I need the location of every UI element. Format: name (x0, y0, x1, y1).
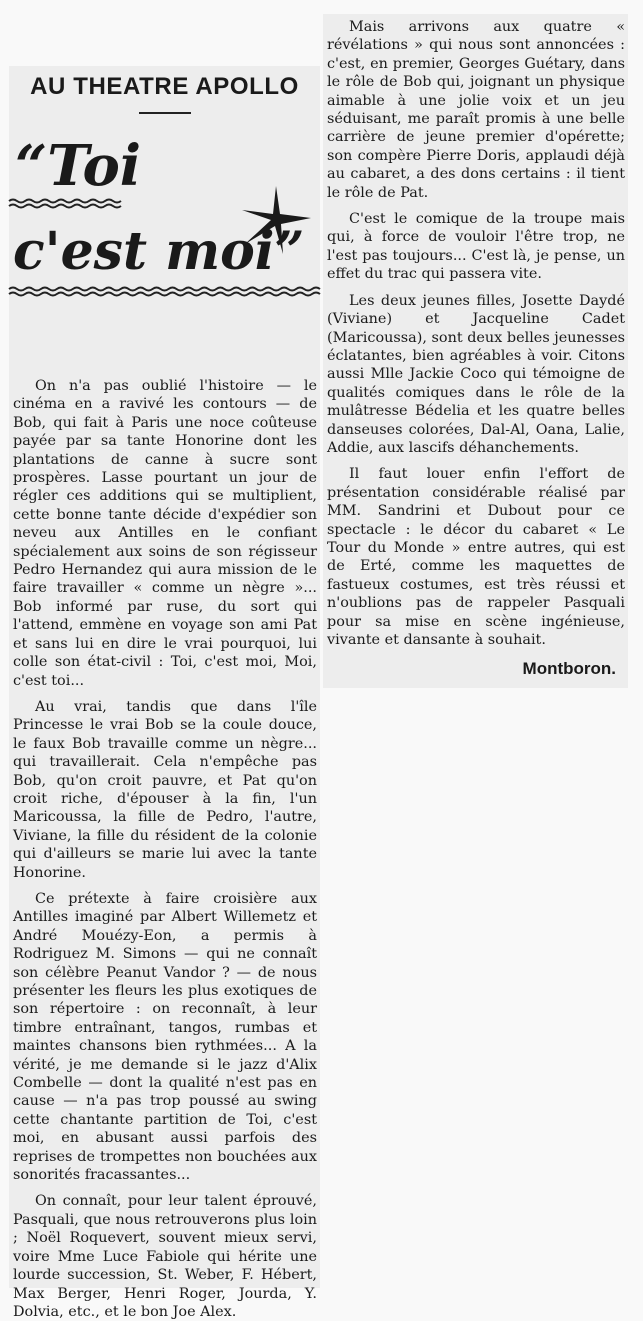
paragraph: On connaît, pour leur talent éprouvé, Pasquali, que nous retrouverons plus loin ; Noël Roquevert, souvent mieux servi, voire Mme Luce Fabiole qui hérite une lourde succession, St. Weber, F. Hébert, Max Berger, Henri Roger, Jourda, Y. Dolvia, etc., et le bon Joe Alex. (13, 1193, 317, 1320)
author-signature: Montboron. (522, 659, 616, 679)
article-kicker: AU THEATRE APOLLO (30, 73, 299, 100)
headline-line-1: “Toi (15, 133, 142, 199)
paragraph: Mais arrivons aux quatre « révélations » qui nous sont annoncées : c'est, en premier, Georges Guétary, dans le rôle de Bob qui, joignant un physique aimable à une jolie voix et un jeu séduisant, me paraît promis à une belle carrière de jeune premier d'opérette; son compère Pierre Doris, applaudi déjà au cabaret, a des dons certains : il tient le rôle de Pat. (327, 19, 625, 201)
paragraph: Ce prétexte à faire croisière aux Antilles imaginé par Albert Willemetz et André Mouézy-Eon, a permis à Rodriguez M. Simons — qui ne connaît son célèbre Peanut Vandor ? — de nous présenter les fleurs les plus exotiques de son répertoire : on reconnaît, à leur timbre entraînant, tangos, rumbas et maintes chansons bien rythmées... A la vérité, je me demande si le jazz d'Alix Combelle — dont la qualité n'est pas en cause — n'a pas trop poussé au swing cette chantante partition de Toi, c'est moi, en abusant aussi parfois des reprises de trompettes non bouchées aux sonorités fracassantes... (13, 890, 317, 1184)
wavy-rule-upper (9, 198, 121, 210)
paragraph: On n'a pas oublié l'histoire — le cinéma en a ravivé les contours — de Bob, qui fait à Paris une noce coûteuse payée par sa tante Honorine dont les plantations de canne à sucre sont prospères. Lasse pourtant un jour de régler ces additions qui se multiplient, cette bonne tante décide d'expédier son neveu aux Antilles en le confiant spécialement aux soins de son régisseur Pedro Hernandez qui aura mission de le faire travailler « comme un nègre »... Bob informé par ruse, du sort qui l'attend, emmène en voyage son ami Pat et sans lui en dire le vrai pourquoi, lui colle son état-civil : Toi, c'est moi, Moi, c'est toi... (13, 378, 317, 689)
paragraph: Les deux jeunes filles, Josette Daydé (Viviane) et Jacqueline Cadet (Maricoussa), sont deux belles jeunesses éclatantes, bien agréables à voir. Citons aussi Mlle Jackie Coco qui témoigne de qualités comiques dans le rôle de la mulâtresse Bédelia et les quatre belles danseuses colorées, Dal-Al, Oana, Lalie, Addie, aux lascifs déhanchements. (327, 292, 625, 456)
headline-line-2: c'est moi” (13, 221, 305, 282)
paragraph: Il faut louer enfin l'effort de présentation considérable réalisé par MM. Sandrini et Dubout pour ce spectacle : le décor du cabaret « Le Tour du Monde » entre autres, qui est de Erté, comme les maquettes de fastueux costumes, est très réussi et n'oublions pas de rappeler Pasquali pour sa mise en scène ingénieuse, vivante et dansante à souhait. (327, 466, 625, 648)
right-body (323, 14, 628, 649)
paragraph: C'est le comique de la troupe mais qui, à force de vouloir l'être trop, ne l'est pas toujours... C'est là, je pense, un effet du trac qui passera vite. (327, 211, 625, 283)
wavy-rule-lower (9, 286, 320, 298)
left-body (9, 299, 320, 1321)
paragraph: Au vrai, tandis que dans l'île Princesse le vrai Bob se la coule douce, le faux Bob travaille comme un nègre... qui travaillerait. Cela n'empêche pas Bob, qu'on croit pauvre, et Pat qu'on croit riche, d'épouser à la fin, l'un Maricoussa, la fille de Pedro, l'autre, Viviane, la fille du résident de la colonie qui d'ailleurs se marie lui avec la tante Honorine. (13, 698, 317, 881)
left-column (9, 66, 320, 1320)
right-column (323, 14, 628, 688)
headline (9, 114, 320, 299)
